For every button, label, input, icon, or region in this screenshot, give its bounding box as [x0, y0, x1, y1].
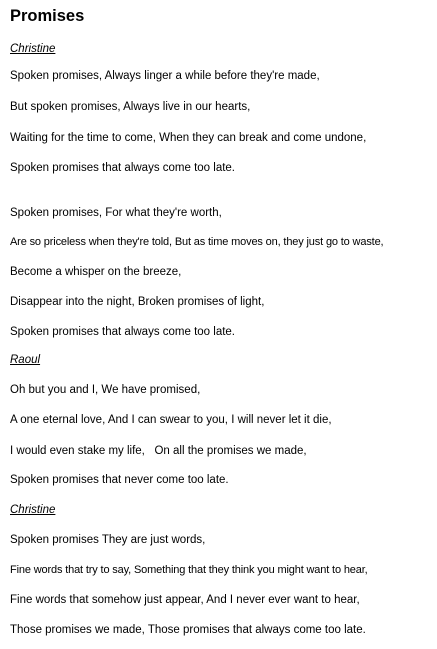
lyric-line: Spoken promises They are just words, [10, 534, 206, 546]
lyric-line: Fine words that try to say, Something that they think you might want to hear, [10, 564, 368, 576]
lyric-line: Those promises we made, Those promises that always come too late. [10, 624, 366, 636]
lyric-line: Fine words that somehow just appear, And I never ever want to hear, [10, 594, 360, 606]
lyric-line: Spoken promises that always come too late. [10, 326, 236, 338]
lyric-line: I would even stake my life, On all the promises we made, [10, 445, 307, 457]
lyric-line: Waiting for the time to come, When they can break and come undone, [10, 132, 367, 144]
speaker-label-christine: Christine [10, 504, 56, 516]
lyric-line: Oh but you and I, We have promised, [10, 384, 201, 396]
lyric-line: But spoken promises, Always live in our hearts, [10, 101, 251, 113]
lyric-line: Spoken promises, For what they're worth, [10, 207, 222, 219]
lyric-line: Spoken promises, Always linger a while before they're made, [10, 70, 320, 82]
lyric-line: A one eternal love, And I can swear to you, I will never let it die, [10, 414, 332, 426]
lyric-line: Spoken promises that never come too late. [10, 474, 229, 486]
lyric-line: Become a whisper on the breeze, [10, 266, 182, 278]
page-title: Promises [10, 7, 85, 25]
lyric-line: Are so priceless when they're told, But as time moves on, they just go to waste, [10, 236, 384, 248]
speaker-label-raoul: Raoul [10, 354, 41, 366]
lyric-line: Disappear into the night, Broken promises of light, [10, 296, 265, 308]
lyric-line: Spoken promises that always come too late. [10, 162, 236, 174]
speaker-label-christine: Christine [10, 43, 56, 55]
